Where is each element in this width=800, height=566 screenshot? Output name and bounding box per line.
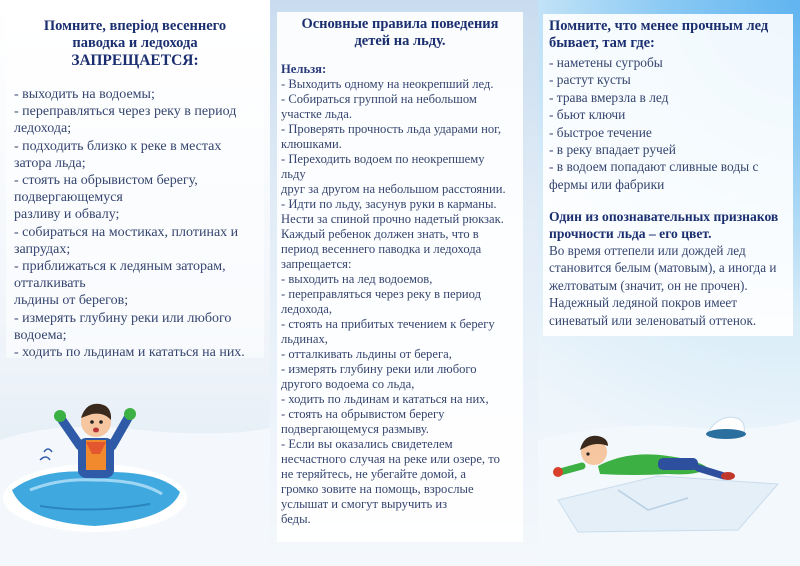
right-list [549, 54, 791, 193]
list-item: - в водоем попадают сливные воды с [549, 159, 759, 175]
list-item: - собираться на мостиках, плотинах и [14, 224, 239, 240]
boy-in-ice-hole-illustration [0, 380, 270, 566]
text-line: Во время оттепели или дождей лед [549, 243, 746, 258]
left-title-line: паводка и ледохода [72, 35, 198, 51]
text-line: ледохода, [281, 302, 332, 316]
middle-panel [277, 12, 523, 542]
list-item: затора льда; [14, 155, 86, 171]
text-line: запрещается: [281, 257, 352, 271]
girl-crawling-on-ice-illustration [538, 380, 800, 566]
text-line: - измерять глубину реки или любого [281, 362, 477, 376]
text-line: беды. [281, 512, 311, 526]
text-line: - переправляться через реку в период [281, 287, 481, 301]
right-subtitle-line: Один из опознавательных признаков [549, 209, 779, 224]
list-item: - растут кусты [549, 72, 631, 88]
list-item: - переправляться через реку в период [14, 104, 237, 120]
list-item: подвергающемуся [14, 190, 123, 206]
list-item: - наметены сугробы [549, 55, 663, 70]
list-item: отталкивать [14, 276, 86, 292]
text-line: Надежный ледяной покров имеет [549, 295, 738, 311]
text-line: - Переходить водоем по неокрепшему [281, 152, 485, 166]
text-line: - стоять на прибитых течением к берегу [281, 317, 495, 331]
list-item: запрудах; [14, 241, 71, 257]
text-line: Каждый ребенок должен знать, что в [281, 227, 479, 241]
right-subtitle-line: прочности льда – его цвет. [549, 226, 712, 241]
left-title [6, 18, 264, 69]
right-title [549, 18, 789, 52]
list-item: - измерять глубину реки или любого [14, 310, 232, 326]
text-line: период весеннего паводка и ледохода [281, 242, 482, 256]
middle-text [281, 62, 525, 527]
text-line: - Если вы оказались свидетелем [281, 437, 453, 451]
right-subtitle [549, 208, 791, 242]
text-line: - Идти по льду, засунув руки в карманы. [281, 197, 497, 211]
middle-title-line: Основные правила поведения [301, 16, 499, 32]
text-line: Нести за спиной прочно надетый рюкзак. [281, 212, 504, 226]
text-line: желтоватым (значит, он не прочен). [549, 277, 748, 293]
left-title-line: ЗАПРЕЩАЕТСЯ: [71, 52, 199, 69]
text-line: подвергающемуся размыву. [281, 422, 429, 436]
text-line: становится белым (матовым), а иногда и [549, 260, 777, 276]
right-paragraph [549, 242, 791, 329]
text-line: - Проверять прочность льда ударами ног, [281, 122, 502, 136]
list-item: фермы или фабрики [549, 176, 665, 192]
list-item: ледохода; [14, 121, 72, 137]
middle-heading-nelzya: Нельзя: [281, 62, 327, 76]
text-line: - стоять на обрывистом берегу [281, 407, 445, 421]
left-title-line: Помните, вперiод весеннего [43, 18, 227, 34]
text-line: - отталкивать льдины от берега, [281, 347, 452, 361]
text-line: друг за другом на небольшом расстоянии. [281, 182, 506, 196]
right-title-line: бывает, там где: [549, 35, 655, 51]
text-line: другого водоема со льда, [281, 377, 415, 391]
list-item: - ходить по льдинам и кататься на них. [14, 345, 245, 361]
text-line: клюшками. [281, 137, 342, 151]
right-title-line: Помните, что менее прочным лед [549, 18, 769, 34]
list-item: - выходить на водоемы; [14, 87, 155, 102]
list-item: водоема; [14, 327, 67, 343]
text-line: - Выходить одному на неокрепший лед. [281, 77, 494, 91]
text-line: участке льда. [281, 107, 353, 121]
left-panel [6, 6, 264, 361]
text-line: громко зовите на помощь, взрослые [281, 482, 474, 496]
list-item: - быстрое течение [549, 124, 652, 140]
list-item: - стоять на обрывистом берегу, [14, 173, 198, 189]
left-list [14, 86, 264, 361]
list-item: разливу и обвалу; [14, 207, 120, 223]
right-panel [543, 14, 793, 336]
middle-title [277, 16, 523, 50]
list-item: - подходить близко к реке в местах [14, 138, 222, 154]
text-line: льдинах, [281, 332, 328, 346]
text-line: услышат и смогут выручить из [281, 497, 448, 511]
text-line: - ходить по льдинам и кататься на них, [281, 392, 489, 406]
text-line: синеватый или зеленоватый оттенок. [549, 312, 757, 328]
list-item: льдины от берегов; [14, 293, 129, 309]
text-line: льду [281, 167, 306, 181]
text-line: не теряйтесь, не убегайте домой, а [281, 467, 466, 481]
text-line: несчастного случая на реке или озере, то [281, 452, 500, 466]
list-item: - бьют ключи [549, 107, 626, 123]
list-item: - приближаться к ледяным заторам, [14, 259, 226, 275]
list-item: - в реку впадает ручей [549, 142, 676, 158]
list-item: - трава вмерзла в лед [549, 89, 669, 105]
middle-title-line: детей на льду. [354, 33, 446, 49]
text-line: - Собираться группой на небольшом [281, 92, 477, 106]
text-line: - выходить на лед водоемов, [281, 272, 433, 286]
